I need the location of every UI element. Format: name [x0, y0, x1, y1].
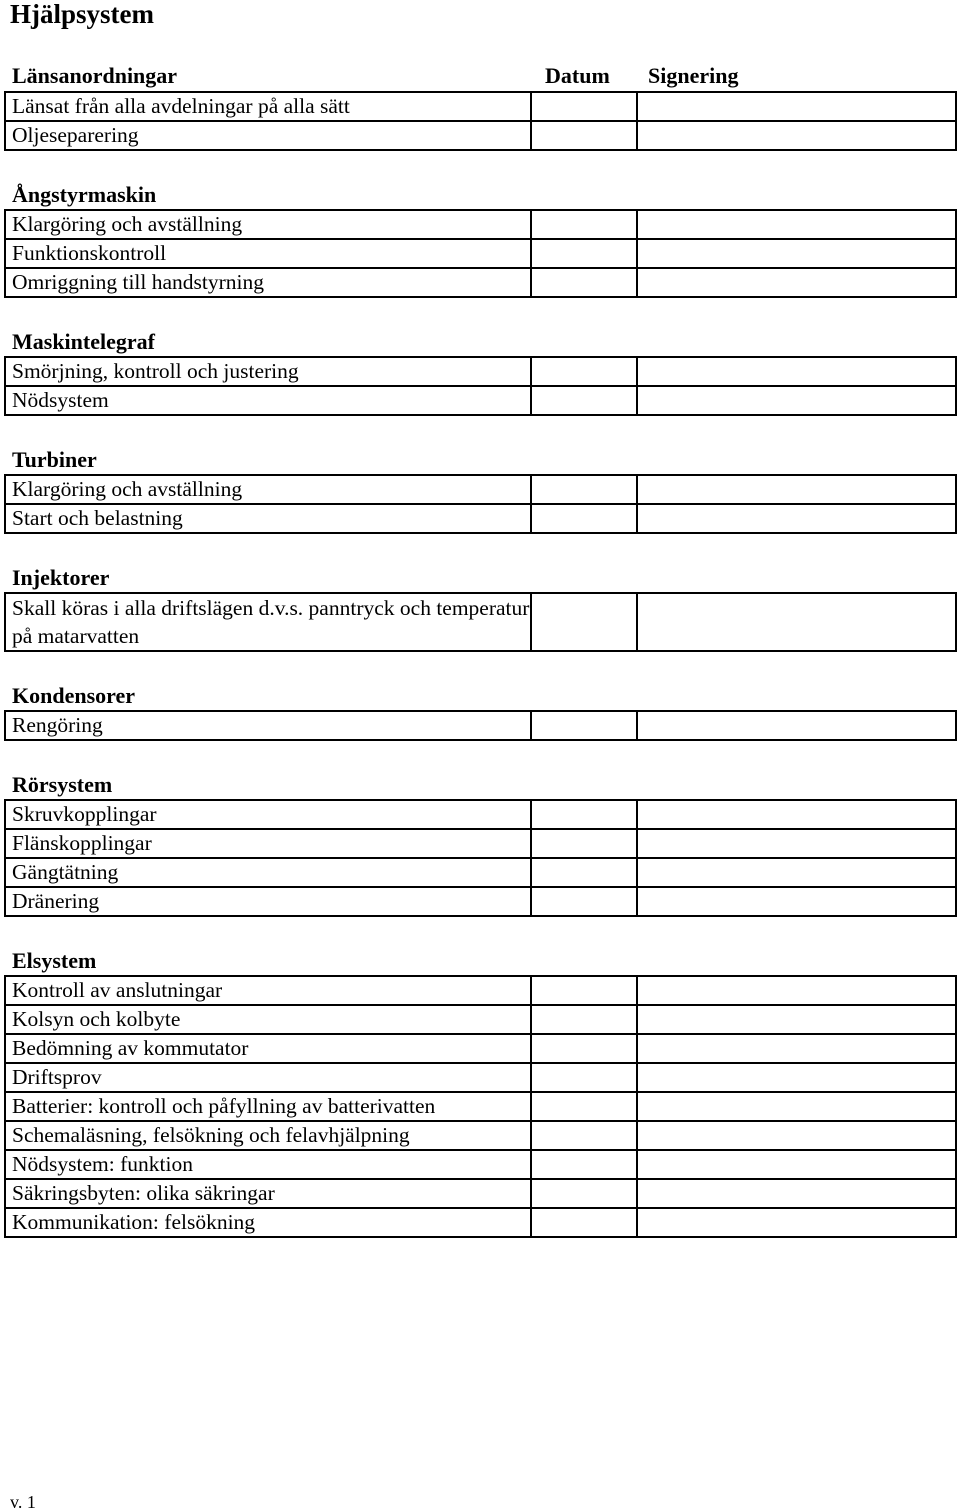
date-cell[interactable]	[532, 1064, 638, 1091]
checklist-item-label: Gängtätning	[6, 859, 532, 886]
checklist-item-label: Nödsystem: funktion	[6, 1151, 532, 1178]
checklist-row	[4, 1006, 957, 1035]
section-heading-kondensorer: Kondensorer	[12, 683, 136, 708]
date-cell[interactable]	[532, 830, 638, 857]
checklist-row	[4, 240, 957, 269]
checklist-item-label: Schemaläsning, felsökning och felavhjälpning	[6, 1122, 532, 1149]
section-elsystem-rows	[4, 975, 957, 1238]
checklist-item-label: Omriggning till handstyrning	[6, 269, 532, 296]
signature-cell[interactable]	[638, 505, 955, 532]
checklist-item-label: Driftsprov	[6, 1064, 532, 1091]
checklist-item-label: Klargöring och avställning	[6, 476, 532, 503]
date-cell[interactable]	[532, 1035, 638, 1062]
date-cell[interactable]	[532, 1093, 638, 1120]
date-cell[interactable]	[532, 476, 638, 503]
signature-cell[interactable]	[638, 888, 955, 915]
checklist-item-label: Skall köras i alla driftslägen d.v.s. panntryck och temperatur på matarvatten	[6, 594, 532, 650]
date-cell[interactable]	[532, 387, 638, 414]
date-cell[interactable]	[532, 1209, 638, 1236]
checklist-row	[4, 977, 957, 1006]
date-cell[interactable]	[532, 977, 638, 1004]
checklist-row	[4, 594, 957, 652]
checklist-item-label: Batterier: kontroll och påfyllning av batterivatten	[6, 1093, 532, 1120]
checklist-row	[4, 1093, 957, 1122]
version-label: v. 1	[10, 1492, 36, 1512]
date-cell[interactable]	[532, 859, 638, 886]
signature-cell[interactable]	[638, 830, 955, 857]
page-title: Hjälpsystem	[10, 0, 154, 29]
checklist-item-label: Säkringsbyten: olika säkringar	[6, 1180, 532, 1207]
date-cell[interactable]	[532, 1151, 638, 1178]
signature-cell[interactable]	[638, 122, 955, 149]
checklist-item-label: Kolsyn och kolbyte	[6, 1006, 532, 1033]
checklist-item-label: Skruvkopplingar	[6, 801, 532, 828]
section-heading-angstyrmaskin: Ångstyrmaskin	[12, 182, 157, 207]
section-heading-maskintelegraf: Maskintelegraf	[12, 329, 155, 354]
section-injektorer-rows	[4, 592, 957, 652]
checklist-row	[4, 1064, 957, 1093]
checklist-item-label: Rengöring	[6, 712, 532, 739]
checklist-row	[4, 476, 957, 505]
signature-cell[interactable]	[638, 801, 955, 828]
section-heading-elsystem: Elsystem	[12, 948, 97, 973]
section-turbiner-rows	[4, 474, 957, 534]
checklist-item-label: Smörjning, kontroll och justering	[6, 358, 532, 385]
signature-cell[interactable]	[638, 1064, 955, 1091]
checklist-row	[4, 211, 957, 240]
section-maskintelegraf-rows	[4, 356, 957, 416]
signature-cell[interactable]	[638, 269, 955, 296]
section-heading-rorsystem: Rörsystem	[12, 772, 113, 797]
checklist-item-label: Klargöring och avställning	[6, 211, 532, 238]
column-header-signature: Signering	[648, 63, 739, 88]
checklist-row	[4, 1180, 957, 1209]
signature-cell[interactable]	[638, 1006, 955, 1033]
checklist-item-label: Kontroll av anslutningar	[6, 977, 532, 1004]
intro-rows	[4, 91, 957, 151]
section-kondensorer-rows	[4, 710, 957, 741]
checklist-row	[4, 1209, 957, 1238]
column-header-item: Länsanordningar	[12, 63, 178, 88]
date-cell[interactable]	[532, 888, 638, 915]
checklist-row	[4, 712, 957, 741]
checklist-row	[4, 859, 957, 888]
checklist-item-label: Kommunikation: felsökning	[6, 1209, 532, 1236]
signature-cell[interactable]	[638, 594, 955, 650]
signature-cell[interactable]	[638, 211, 955, 238]
checklist-row	[4, 888, 957, 917]
checklist	[4, 91, 957, 1238]
signature-cell[interactable]	[638, 1180, 955, 1207]
checklist-row	[4, 358, 957, 387]
checklist-row	[4, 387, 957, 416]
signature-cell[interactable]	[638, 1093, 955, 1120]
signature-cell[interactable]	[638, 1209, 955, 1236]
date-cell[interactable]	[532, 358, 638, 385]
signature-cell[interactable]	[638, 240, 955, 267]
date-cell[interactable]	[532, 93, 638, 120]
signature-cell[interactable]	[638, 93, 955, 120]
checklist-item-label: Dränering	[6, 888, 532, 915]
checklist-row	[4, 269, 957, 298]
date-cell[interactable]	[532, 1180, 638, 1207]
section-angstyrmaskin-rows	[4, 209, 957, 298]
signature-cell[interactable]	[638, 712, 955, 739]
date-cell[interactable]	[532, 505, 638, 532]
signature-cell[interactable]	[638, 476, 955, 503]
checklist-row	[4, 830, 957, 859]
date-cell[interactable]	[532, 240, 638, 267]
date-cell[interactable]	[532, 594, 638, 650]
date-cell[interactable]	[532, 122, 638, 149]
signature-cell[interactable]	[638, 1151, 955, 1178]
date-cell[interactable]	[532, 712, 638, 739]
checklist-row	[4, 1035, 957, 1064]
checklist-item-label: Flänskopplingar	[6, 830, 532, 857]
section-heading-injektorer: Injektorer	[12, 565, 110, 590]
date-cell[interactable]	[532, 1006, 638, 1033]
signature-cell[interactable]	[638, 1122, 955, 1149]
checklist-item-label: Nödsystem	[6, 387, 532, 414]
checklist-row	[4, 801, 957, 830]
checklist-item-label: Funktionskontroll	[6, 240, 532, 267]
signature-cell[interactable]	[638, 387, 955, 414]
checklist-row	[4, 1122, 957, 1151]
checklist-item-label: Länsat från alla avdelningar på alla sätt	[6, 93, 532, 120]
checklist-item-label: Start och belastning	[6, 505, 532, 532]
checklist-row	[4, 1151, 957, 1180]
section-heading-turbiner: Turbiner	[12, 447, 97, 472]
signature-cell[interactable]	[638, 1035, 955, 1062]
date-cell[interactable]	[532, 269, 638, 296]
signature-cell[interactable]	[638, 977, 955, 1004]
date-cell[interactable]	[532, 801, 638, 828]
checklist-item-label: Oljeseparering	[6, 122, 532, 149]
checklist-item-label: Bedömning av kommutator	[6, 1035, 532, 1062]
date-cell[interactable]	[532, 211, 638, 238]
signature-cell[interactable]	[638, 859, 955, 886]
signature-cell[interactable]	[638, 358, 955, 385]
section-rorsystem-rows	[4, 799, 957, 917]
date-cell[interactable]	[532, 1122, 638, 1149]
checklist-row	[4, 122, 957, 151]
column-header-date: Datum	[545, 63, 610, 88]
checklist-row	[4, 93, 957, 122]
checklist-row	[4, 505, 957, 534]
